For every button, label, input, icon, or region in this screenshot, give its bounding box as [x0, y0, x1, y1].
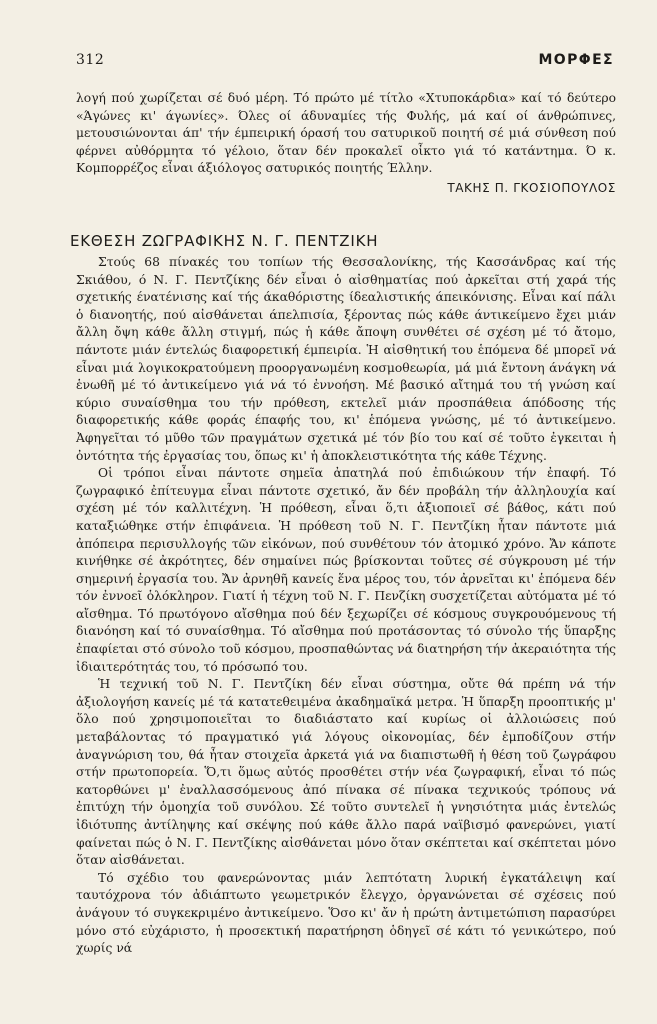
article-paragraph: Οἱ τρόποι εἶναι πάντοτε σημεῖα ἀπατηλά πού ἐπιδιώκουν τήν ἐπαφή. Τό ζωγραφικό ἐπίτευγμα εἶναι πάντοτε σχετικό, ἄν δέν προβάλη τήν ἀλληλουχία καί σχέση μέ τόν καλλιτέχνη. Ἡ πρόθεση, εἶναι ὅ,τι ἀξιοποιεῖ σέ βάθος, κάτι πού καταξιώθηκε στήν ἐπιφάνεια. Ἡ πρόθεση τοῦ Ν. Γ. Πεντζίκη ἦταν πάντοτε μιά ἀπόπειρα περισυλλογής τῶν εἰκόνων, πού συνθέτουν τόν ἀτομικό χρόνο. Ἄν κάποτε κινήθηκε σέ ἀκρότητες, δέν σημαίνει πώς βρίσκονται τοῦτες σέ σύγκρουση μέ τήν σημερινή ἐργασία του. Ἄν ἀρνηθῆ κανείς ἕνα μέρος του, τόν ἀρνεῖται κι' ἑπόμενα δέν τόν ἐννοεῖ ὁλόκληρον. Γιατί ἡ τέχνη τοῦ Ν. Γ. Πενζίκη συσχετίζεται αὐτόματα μέ τό αἴσθημα. Τό πρωτόγονο αἴσθημα πού δέν ξεχωρίζει σέ κόσμους συγκρουόμενους τή διανόηση καί τό συναίσθημα. Τό αἴσθημα πού προτάσοντας τό σύνολο τής ὕπαρξης ἐπαφίεται στό σύνολο τοῦ κόσμου, προσπαθώντας νά διατηρήση τήν ἀκεραιότητα τής ἰδιαιτερότητάς του, τό πρόσωπό του.: [76, 466, 616, 674]
review-signature: ΤΑΚΗΣ Π. ΓΚΟΣΙΟΠΟΥΛΟΣ: [447, 180, 616, 195]
article-paragraph: Στούς 68 πίνακές του τοπίων τής Θεσσαλονίκης, τής Κασσάνδρας καί τής Σκιάθου, ό Ν. Γ. Πεντζίκης δέν εἶναι ὁ αἰσθηματίας πού ἀρκεῖται στή χαρά τής σχετικής ένατένισης καί τής άκαθόριστης ίδεαλιστικής άπεικόνισης. Εἶναι καί πάλι ὁ διανοητής, πού αἰσθάνεται άπελπισία, ξέροντας πώς κάθε άντικείμενο ἔχει μιάν ἄλλη ὄψη κάθε ἄλλη στιγμή, πώς ἡ κάθε ἄποψη συνθέτει σέ σχέση μέ τό ἄτομο, πάντοτε μιάν έντελώς διαφορετική έμπειρία. Ἡ αἰσθητική του ἑπόμενα δέ μπορεῖ νά εἶναι μιά λογικοκρατούμενη προοργανωμένη κοσμοθεωρία, μά μιά ἔντονη άνάγκη νά ἑνωθῆ μέ τό ἀντικείμενο γιά νά τό ἐννοήση. Μέ βασικό αἴτημά του τή γνώση καί κύριο συναίσθημα του τήν πρόθεση, εκτελεῖ μιάν προσπάθεια άπόδοσης τής διαφορετικής κάθε φοράς έπαφής του, κι' ἑπόμενα γνώσης, μέ τό ἀντικείμενο. Ἀφηγεῖται τό μῦθο τῶν πραγμάτων σχετικά μέ τόν βίο του καί σέ τοῦτο ἐγκειται ἡ ὀντότητα τής ἐργασίας του, ὅπως κι' ἡ ἀποκλειστικότητα τής κάθε Τέχνης.: [76, 255, 616, 463]
journal-title: ΜΟΡΦΕΣ: [538, 52, 614, 68]
article-paragraph: Τό σχέδιο του φανερώνοντας μιάν λεπτότατη λυρική ἐγκατάλειψη καί ταυτόχρονα τόν ἀδιάπτωτο γεωμετρικόν ἔλεγχο, ὀργανώνεται σέ σχέσεις πού ἀνάγουν τό συγκεκριμένο ἀντικείμενο. Ὅσο κι' ἄν ἡ πρώτη ἀντιμετώπιση παρασύρει μόνο στό εὐχάριστο, ἡ προσεκτική παρατήρηση ὁδηγεῖ σέ κάτι τό γενικώτερο, πού χωρίς νά: [76, 870, 616, 956]
intro-paragraph: λογή πού χωρίζεται σέ δυό μέρη. Τό πρώτο μέ τίτλο «Χτυποκάρδια» καί τό δεύτερο «Άγώνες κι' άγωνίες». Όλες οί άδυναμίες τής Φυλής, μά καί οί άνθρώπινες, μετουσιώνονται άπ' τήν έμπειρική όρασή του σατυρικοῦ ποιητή σέ μιά σύνθεση πού φέρνει αὐθόρμητα τό γέλοιο, ὅταν δέν προκαλεῖ οἶκτο γιά τό κατάντημα. Ό κ. Κομπορρέζος εἶναι άξιόλογος σατυρικός ποιητής Έλλην.: [76, 91, 616, 176]
article-body: [76, 254, 616, 958]
page-number: 312: [76, 52, 105, 68]
article-paragraph: Ἡ τεχνική τοῦ Ν. Γ. Πεντζίκη δέν εἶναι σύστημα, οὔτε θά πρέπη νά τήν ἀξιολογήση κανείς μέ τά κατατεθειμένα ἀκαδημαϊκά μετρα. Ἡ ὕπαρξη προοπτικής μ' ὅλο πού χρησιμοποιεῖται το διαδιάστατο καί κυρίως οἱ ἀλλοιώσεις πού μεταβάλοντας τό πραγματικό γιά λόγους οἰκονομίας, δέν ἐμποδίζουν στήν ἀναγνώριση του, θά ἦταν στοιχεῖα ἀρκετά γιά να διαπιστωθῆ ἡ θέση τοῦ ζωγράφου στήν πρωτοπορεία. Ὅ,τι ὅμως αὐτός προσθέτει στήν νέα ζωγραφική, εἶναι τό πώς κατορθώνει μ' ἐναλλασσόμενους ἀπό πίνακα σέ πίνακα τεχνικούς τρόπους νά ἐπιτύχη τήν ὁμοηχία τοῦ συνόλου. Σέ τοῦτο συντελεῖ ἡ γνησιότητα μιάς ἐντελώς ἰδιότυπης ἀντίληψης καί σκέψης πού κάθε ἄλλο παρά ναϊβισμό φανερώνει, γιατί φαίνεται πώς ὁ Ν. Γ. Πεντζίκης αἰσθάνεται μόνο ὅταν σκέπτεται καί σκέπτεται μόνο ὅταν αἰσθάνεται.: [76, 677, 616, 868]
previous-review-ending: [76, 90, 616, 198]
article-title: ΕΚΘΕΣΗ ΖΩΓΡΑΦΙΚΗΣ Ν. Γ. ΠΕΝΤΖΙΚΗ: [70, 232, 379, 250]
page-header: [76, 52, 614, 76]
